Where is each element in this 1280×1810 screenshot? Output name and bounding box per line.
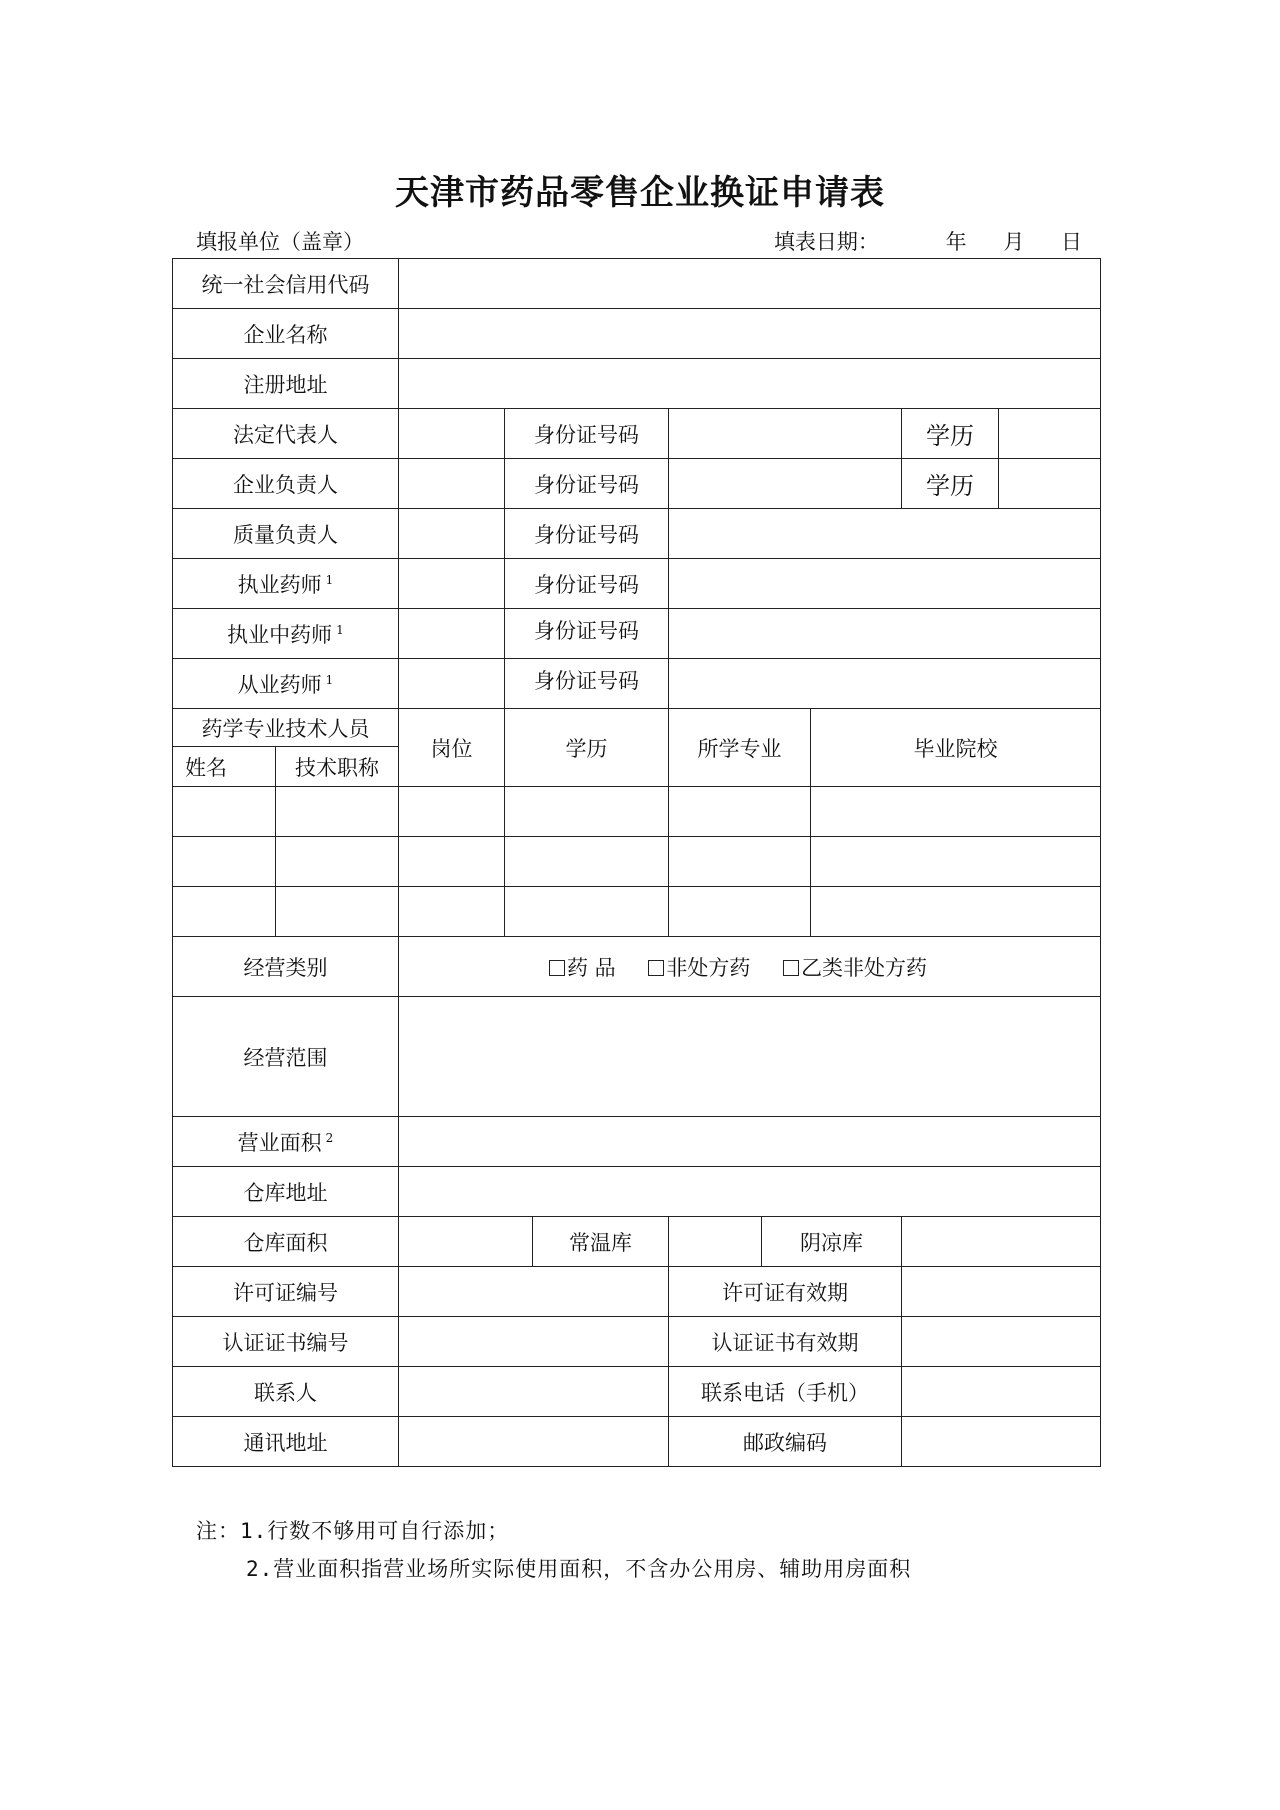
licensed-tcm-pharm-label: 执业中药师 $^1$ [173,609,399,659]
staff-title-header: 技术职称 [276,747,399,787]
staff-row [173,837,1101,887]
license-valid-field[interactable] [902,1267,1101,1317]
row-mail-address [173,1417,1101,1467]
row-staff-header-top [173,709,1101,747]
normal-temp-label: 常温库 [533,1217,669,1267]
staff-school-header: 毕业院校 [811,709,1101,787]
company-head-edu-field[interactable] [999,459,1101,509]
staff-title-cell[interactable] [276,837,399,887]
row-warehouse-address [173,1167,1101,1217]
quality-head-field[interactable] [399,509,505,559]
row-business-area [173,1117,1101,1167]
mail-address-label: 通讯地址 [173,1417,399,1467]
mail-address-field[interactable] [399,1417,669,1467]
staff-edu-cell[interactable] [505,787,669,837]
postcode-label: 邮政编码 [669,1417,902,1467]
staff-name-cell[interactable] [173,837,276,887]
reg-address-label: 注册地址 [173,359,399,409]
fill-date-label: 填表日期： [773,230,879,254]
licensed-pharm-id-label: 身份证号码 [505,559,669,609]
phone-label: 联系电话（手机） [669,1367,902,1417]
license-valid-label: 许可证有效期 [669,1267,902,1317]
business-category-label: 经营类别 [173,937,399,997]
licensed-tcm-pharm-field[interactable] [399,609,505,659]
staff-major-cell[interactable] [669,787,811,837]
cert-no-label: 认证证书编号 [173,1317,399,1367]
warehouse-area-label: 仓库面积 [173,1217,399,1267]
staff-row [173,887,1101,937]
row-business-category [173,937,1101,997]
business-category-options [399,937,1101,997]
business-area-field[interactable] [399,1117,1101,1167]
row-licensed-pharm [173,559,1101,609]
day-label: 日 [1061,230,1082,254]
row-practicing-pharm [173,659,1101,709]
contact-field[interactable] [399,1367,669,1417]
warehouse-area-field[interactable] [399,1217,533,1267]
row-business-scope [173,997,1101,1117]
company-name-field[interactable] [399,309,1101,359]
quality-head-id-field[interactable] [669,509,1101,559]
cool-store-label: 阴凉库 [762,1217,902,1267]
legal-rep-edu-label: 学历 [902,409,999,459]
staff-row [173,787,1101,837]
checkbox-otc-b[interactable] [783,960,799,976]
cert-no-field[interactable] [399,1317,669,1367]
application-form-table [172,258,1101,1467]
row-legal-rep [173,409,1101,459]
fill-date [774,226,1082,256]
staff-major-header: 所学专业 [669,709,811,787]
licensed-tcm-pharm-id-field[interactable] [669,609,1101,659]
row-contact [173,1367,1101,1417]
cert-valid-field[interactable] [902,1317,1101,1367]
practicing-pharm-id-label: 身份证号码 [505,659,669,709]
business-scope-field[interactable] [399,997,1101,1117]
legal-rep-id-field[interactable] [669,409,902,459]
staff-edu-cell[interactable] [505,887,669,937]
row-company-head [173,459,1101,509]
page-title: 天津市药品零售企业换证申请表 [395,173,885,213]
credit-code-label: 统一社会信用代码 [173,259,399,309]
checkbox-drug[interactable] [549,960,565,976]
license-no-field[interactable] [399,1267,669,1317]
quality-head-label: 质量负责人 [173,509,399,559]
warehouse-address-field[interactable] [399,1167,1101,1217]
credit-code-field[interactable] [399,259,1101,309]
company-head-label: 企业负责人 [173,459,399,509]
staff-major-cell[interactable] [669,887,811,937]
legal-rep-field[interactable] [399,409,505,459]
legal-rep-id-label: 身份证号码 [505,409,669,459]
opt-otc[interactable]: 非处方药 [648,956,750,980]
company-head-edu-label: 学历 [902,459,999,509]
reg-address-field[interactable] [399,359,1101,409]
row-quality-head [173,509,1101,559]
staff-name-header: 姓名 [173,747,276,787]
filling-unit-label: 填报单位（盖章） [196,230,364,254]
row-license [173,1267,1101,1317]
quality-head-id-label: 身份证号码 [505,509,669,559]
licensed-tcm-pharm-id-label: 身份证号码 [505,609,669,659]
licensed-pharm-label: 执业药师 $^1$ [173,559,399,609]
phone-field[interactable] [902,1367,1101,1417]
staff-post-header: 岗位 [399,709,505,787]
year-label: 年 [945,230,967,254]
business-scope-label: 经营范围 [173,997,399,1117]
licensed-pharm-id-field[interactable] [669,559,1101,609]
company-name-label: 企业名称 [173,309,399,359]
company-head-id-field[interactable] [669,459,902,509]
licensed-pharm-field[interactable] [399,559,505,609]
legal-rep-edu-field[interactable] [999,409,1101,459]
postcode-field[interactable] [902,1417,1101,1467]
staff-post-cell[interactable] [399,887,505,937]
staff-name-cell[interactable] [173,887,276,937]
contact-label: 联系人 [173,1367,399,1417]
staff-post-cell[interactable] [399,787,505,837]
staff-name-cell[interactable] [173,787,276,837]
normal-temp-field[interactable] [669,1217,762,1267]
company-head-field[interactable] [399,459,505,509]
row-credit-code [173,259,1101,309]
practicing-pharm-label: 从业药师 $^1$ [173,659,399,709]
legal-rep-label: 法定代表人 [173,409,399,459]
row-company-name [173,309,1101,359]
cool-store-field[interactable] [902,1217,1101,1267]
warehouse-address-label: 仓库地址 [173,1167,399,1217]
row-licensed-tcm-pharm [173,609,1101,659]
staff-school-cell[interactable] [811,787,1101,837]
staff-major-cell[interactable] [669,837,811,887]
note-2: 2.营业面积指营业场所实际使用面积，不含办公用房、辅助用房面积 [246,1557,912,1581]
staff-edu-cell[interactable] [505,837,669,887]
month-label: 月 [1003,230,1025,254]
staff-school-cell[interactable] [811,887,1101,937]
row-warehouse-area [173,1217,1101,1267]
company-head-id-label: 身份证号码 [505,459,669,509]
opt-drug[interactable]: 药 品 [549,956,616,980]
staff-post-cell[interactable] [399,837,505,887]
business-area-label: 营业面积 $^2$ [173,1117,399,1167]
note-1: 注：1.行数不够用可自行添加； [196,1519,510,1543]
practicing-pharm-id-field[interactable] [669,659,1101,709]
practicing-pharm-field[interactable] [399,659,505,709]
staff-school-cell[interactable] [811,837,1101,887]
staff-title-cell[interactable] [276,787,399,837]
row-reg-address [173,359,1101,409]
staff-edu-header: 学历 [505,709,669,787]
checkbox-otc[interactable] [648,960,664,976]
license-no-label: 许可证编号 [173,1267,399,1317]
row-cert [173,1317,1101,1367]
cert-valid-label: 认证证书有效期 [669,1317,902,1367]
staff-group-label: 药学专业技术人员 [173,709,399,747]
notes [196,1512,911,1588]
staff-title-cell[interactable] [276,887,399,937]
opt-otc-b[interactable]: 乙类非处方药 [783,956,927,980]
